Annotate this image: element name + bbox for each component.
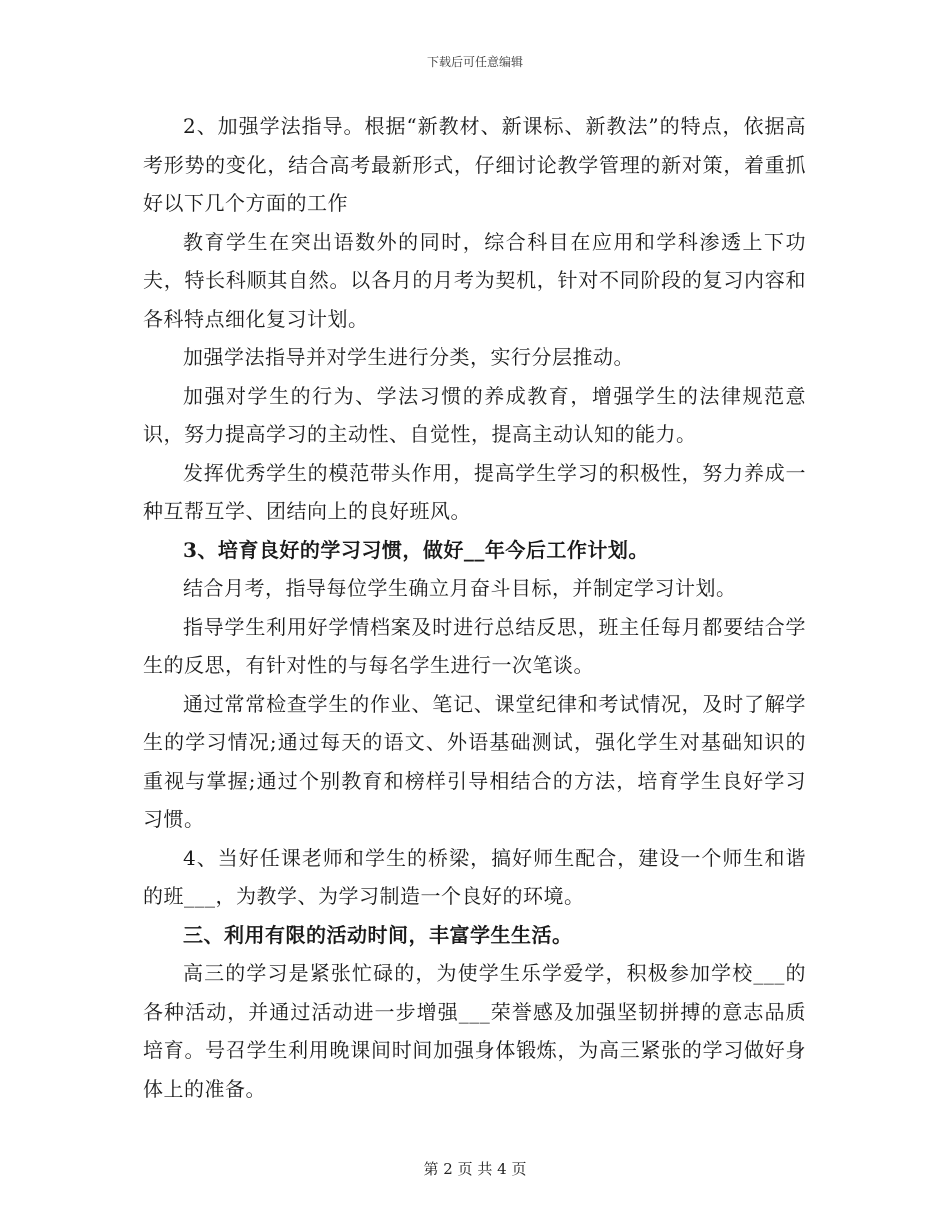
paragraph-student-grouping: 加强学法指导并对学生进行分类，实行分层推动。	[183, 345, 634, 369]
paragraph-activities: 高三的学习是紧张忙碌的，为使学生乐学爱学，积极参加学校___的各种活动，并通过活动进一步增强___荣誉感及加强坚韧拼搏的意志品质培育。号召学生利用晚课间时间加强身体锻炼，为高三紧张的学习做好身体上的准备。	[143, 961, 806, 1101]
page-number-footer: 第 2 页 共 4 页	[423, 1160, 527, 1178]
paragraph-teacher-bridge: 4、当好任课老师和学生的桥梁，搞好师生配合，建设一个师生和谐的班___，为教学、为学习制造一个良好的环境。	[143, 845, 806, 908]
document-body	[143, 107, 806, 1108]
paragraph-subject-focus: 教育学生在突出语数外的同时，综合科目在应用和学科渗透上下功夫，特长科顺其自然。以各月的月考为契机，针对不同阶段的复习内容和各科特点细化复习计划。	[143, 229, 806, 331]
paragraph-study-method-guidance: 2、加强学法指导。根据“新教材、新课标、新教法”的特点，依据高考形势的变化，结合高考最新形式，仔细讨论教学管理的新对策，着重抓好以下几个方面的工作	[143, 114, 806, 215]
section-heading-activities: 三、利用有限的活动时间，丰富学生生活。	[183, 922, 573, 947]
paragraph-regular-checks: 通过常常检查学生的作业、笔记、课堂纪律和考试情况，及时了解学生的学习情况;通过每天的语文、外语基础测试，强化学生对基础知识的重视与掌握;通过个别教育和榜样引导相结合的方法，培育学生良好学习习惯。	[143, 691, 806, 831]
paragraph-reflection: 指导学生利用好学情档案及时进行总结反思，班主任每月都要结合学生的反思，有针对性的与每名学生进行一次笔谈。	[143, 614, 806, 677]
paragraph-role-models: 发挥优秀学生的模范带头作用，提高学生学习的积极性，努力养成一种互帮互学、团结向上的良好班风。	[143, 460, 806, 523]
page-header: 下载后可任意编辑	[426, 55, 523, 69]
paragraph-monthly-goals: 结合月考，指导每位学生确立月奋斗目标，并制定学习计划。	[183, 576, 737, 600]
section-heading-study-habits: 3、培育良好的学习习惯，做好__年今后工作计划。	[183, 537, 649, 562]
paragraph-habit-education: 加强对学生的行为、学法习惯的养成教育，增强学生的法律规范意识，努力提高学习的主动性、自觉性，提高主动认知的能力。	[143, 383, 806, 446]
